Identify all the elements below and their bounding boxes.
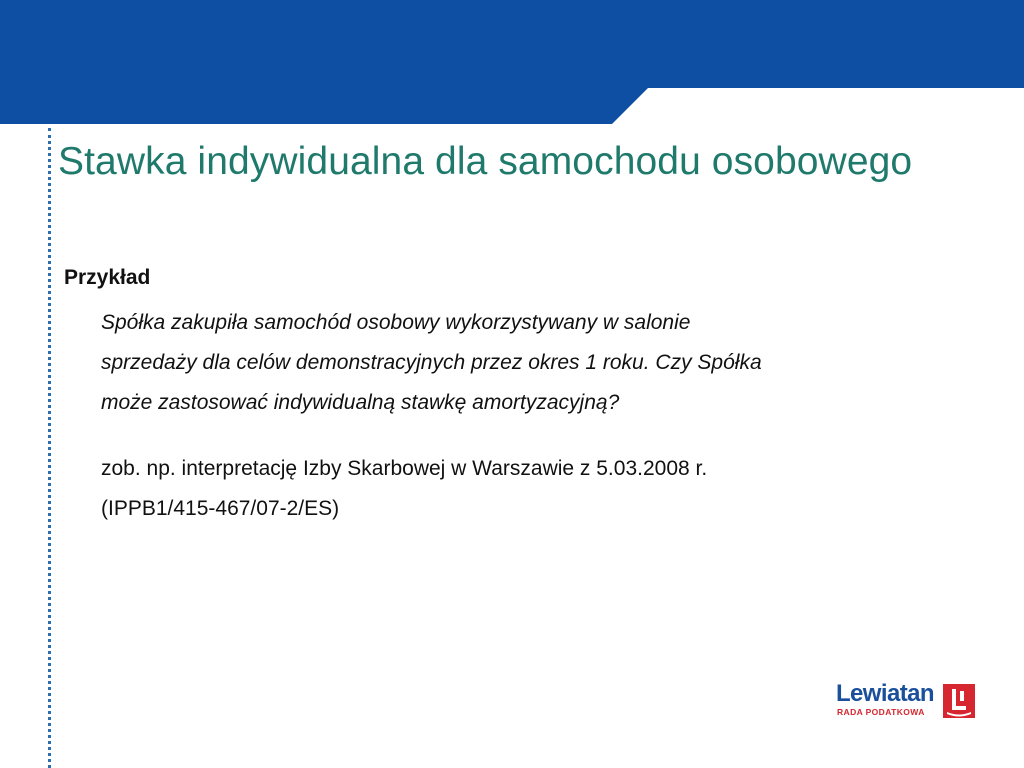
reference-line: zob. np. interpretację Izby Skarbowej w Warszawie z 5.03.2008 r. [101, 457, 708, 480]
reference-note [101, 449, 944, 529]
lewiatan-mark-icon [943, 684, 975, 718]
lewiatan-logo [836, 680, 976, 720]
example-question [101, 303, 944, 423]
slide-title: Stawka indywidualna dla samochodu osobowego [58, 140, 913, 183]
slide-content [64, 264, 944, 529]
header-band [0, 0, 1024, 128]
question-line: Spółka zakupiła samochód osobowy wykorzystywany w salonie [101, 311, 691, 334]
logo-wordmark: Lewiatan [836, 680, 934, 707]
question-line: sprzedaży dla celów demonstracyjnych przez okres 1 roku. Czy Spółka [101, 351, 762, 374]
example-heading: Przykład [64, 266, 151, 289]
question-line: może zastosować indywidualną stawkę amortyzacyjną? [101, 391, 620, 414]
logo-subtitle: RADA PODATKOWA [837, 707, 925, 717]
reference-line: (IPPB1/415-467/07-2/ES) [101, 497, 340, 520]
header-band-shape [0, 0, 1024, 124]
dotted-rule [48, 128, 51, 768]
